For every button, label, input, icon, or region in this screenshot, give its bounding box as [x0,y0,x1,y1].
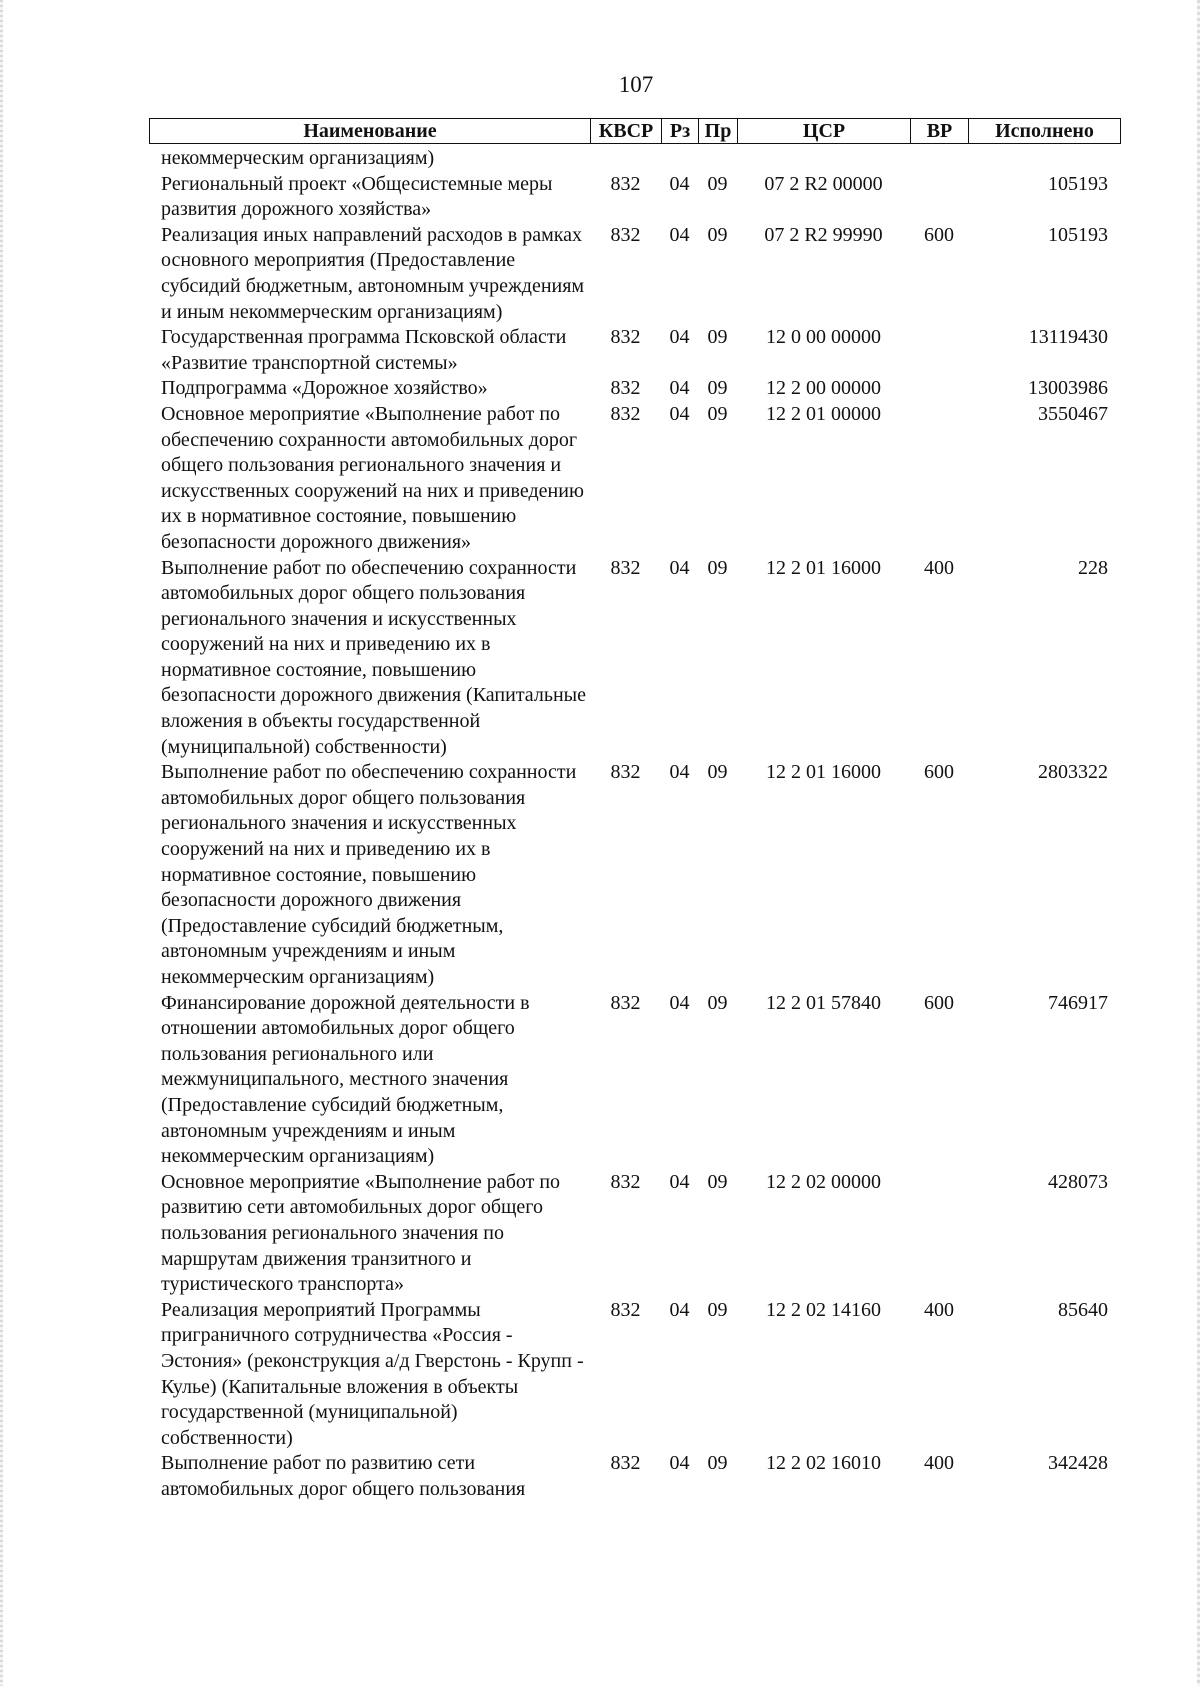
cell-sum: 13003986 [1028,377,1108,400]
cell-vr [910,325,968,376]
cell-sum: 85640 [1058,1298,1108,1321]
cell-pr: 09 [707,223,728,246]
cell-rz: 04 [669,991,690,1014]
cell-sum [968,146,1120,172]
cell-csr [737,146,910,172]
cell-rz: 04 [669,761,690,784]
table-row [149,991,1120,1170]
cell-name: Выполнение работ по развитию сети автомобильных дорог общего пользования [161,1452,526,1500]
cell-kvsr: 832 [610,991,641,1014]
cell-pr: 09 [707,377,728,400]
cell-name: Региональный проект «Общесистемные меры развития дорожного хозяйства» [161,172,553,221]
cell-vr: 400 [924,1298,954,1321]
cell-kvsr [590,146,661,172]
cell-kvsr: 832 [610,1298,641,1321]
cell-csr: 12 0 00 00000 [766,326,881,349]
cell-kvsr: 832 [610,326,641,349]
cell-vr [910,402,968,556]
scan-edge-left [0,0,3,1686]
cell-name: Выполнение работ по обеспечению сохранности автомобильных дорог общего пользования регионального значения и искусственных сооружений на них и приведению их в нормативное состояние, повышению безопасности дорожного движения (Капитальные вложения в объекты государственной (муниципальной) собственности) [161,556,586,758]
cell-kvsr: 832 [610,556,641,579]
cell-name: Реализация мероприятий Программы приграничного сотрудничества «Россия - Эстония» (реконструкция а/д Гверстонь - Крупп - Кулье) (Капитальные вложения в объекты государственной (муниципальной) собственности) [161,1298,584,1449]
cell-csr: 12 2 00 00000 [766,377,881,400]
cell-csr: 12 2 02 14160 [766,1298,881,1321]
table-row [149,1170,1120,1298]
cell-sum: 3550467 [1038,402,1108,425]
table-row [149,1451,1120,1502]
cell-kvsr: 832 [610,1170,641,1193]
table-row [149,146,1120,172]
cell-rz: 04 [669,1170,690,1193]
cell-csr: 07 2 R2 00000 [764,172,883,195]
cell-name: Государственная программа Псковской области «Развитие транспортной системы» [161,326,567,374]
cell-sum: 428073 [1048,1170,1108,1193]
table-header [149,118,1121,144]
cell-vr [910,146,968,172]
cell-vr: 600 [924,991,954,1014]
cell-rz [661,146,698,172]
cell-vr [910,1170,968,1298]
table-row [149,1298,1120,1452]
cell-rz: 04 [669,556,690,579]
table-row [149,223,1120,325]
cell-pr: 09 [707,402,728,425]
cell-vr: 600 [924,223,954,246]
cell-pr [698,146,737,172]
cell-name: Финансирование дорожной деятельности в отношении автомобильных дорог общего пользования регионального или межмуниципального, местного значения (Предоставление субсидий бюджетным, автономным учреждениям и иным некоммерческим организациям) [161,991,530,1168]
cell-kvsr: 832 [610,1452,641,1475]
cell-sum: 342428 [1048,1452,1108,1475]
cell-pr: 09 [707,556,728,579]
cell-name: Основное мероприятие «Выполнение работ по развитию сети автомобильных дорог общего пользования регионального значения по маршрутам движения транзитного и туристического транспорта» [161,1170,561,1296]
cell-csr: 12 2 01 57840 [766,991,881,1014]
cell-vr: 600 [924,761,954,784]
header-name: Наименование [150,119,591,144]
cell-pr: 09 [707,1298,728,1321]
table-row [149,172,1120,223]
cell-sum: 228 [1078,556,1108,579]
cell-kvsr: 832 [610,172,641,195]
cell-pr: 09 [707,991,728,1014]
cell-csr: 07 2 R2 99990 [764,223,883,246]
cell-vr [910,172,968,223]
cell-sum: 105193 [1048,172,1108,195]
page-number: 107 [618,72,654,97]
table-row [149,760,1120,990]
header-vr: ВР [911,119,969,144]
header-csr: ЦСР [738,119,911,144]
cell-sum: 2803322 [1038,761,1108,784]
table-row [149,325,1120,376]
cell-csr: 12 2 02 00000 [766,1170,881,1193]
cell-name: Подпрограмма «Дорожное хозяйство» [161,377,488,400]
cell-vr: 400 [924,1452,954,1475]
cell-sum: 746917 [1048,991,1108,1014]
cell-pr: 09 [707,172,728,195]
header-rz: Рз [662,119,699,144]
header-pr: Пр [699,119,738,144]
cell-rz: 04 [669,402,690,425]
cell-pr: 09 [707,326,728,349]
cell-rz: 04 [669,223,690,246]
cell-name: Выполнение работ по обеспечению сохранности автомобильных дорог общего пользования регионального значения и искусственных сооружений на них и приведению их в нормативное состояние, повышению безопасности дорожного движения (Предоставление субсидий бюджетным, автономным учреждениям и иным некоммерческим организациям) [161,761,577,988]
budget-table [149,146,1120,1502]
cell-csr: 12 2 01 16000 [766,556,881,579]
cell-name: Реализация иных направлений расходов в рамках основного мероприятия (Предоставление субсидий бюджетным, автономным учреждениям и иным некоммерческим организациям) [161,223,585,323]
table-row [149,402,1120,556]
table-row [149,376,1120,402]
cell-csr: 12 2 02 16010 [766,1452,881,1475]
cell-name: некоммерческим организациям) [161,147,435,169]
header-sum: Исполнено [969,119,1121,144]
cell-kvsr: 832 [610,402,641,425]
table-row [149,556,1120,761]
cell-kvsr: 832 [610,761,641,784]
cell-csr: 12 2 01 16000 [766,761,881,784]
header-kvsr: КВСР [591,119,662,144]
cell-sum: 13119430 [1028,326,1108,349]
cell-csr: 12 2 01 00000 [766,402,881,425]
cell-sum: 105193 [1048,223,1108,246]
cell-rz: 04 [669,377,690,400]
cell-rz: 04 [669,1298,690,1321]
cell-rz: 04 [669,1452,690,1475]
cell-pr: 09 [707,1170,728,1193]
header-row [150,119,1121,144]
cell-pr: 09 [707,761,728,784]
cell-name: Основное мероприятие «Выполнение работ по обеспечению сохранности автомобильных дорог общего пользования регионального значения и искусственных сооружений на них и приведению их в нормативное состояние, повышению безопасности дорожного движения» [161,402,584,553]
cell-kvsr: 832 [610,223,641,246]
cell-kvsr: 832 [610,377,641,400]
cell-rz: 04 [669,172,690,195]
cell-rz: 04 [669,326,690,349]
cell-vr [910,376,968,402]
cell-pr: 09 [707,1452,728,1475]
cell-vr: 400 [924,556,954,579]
